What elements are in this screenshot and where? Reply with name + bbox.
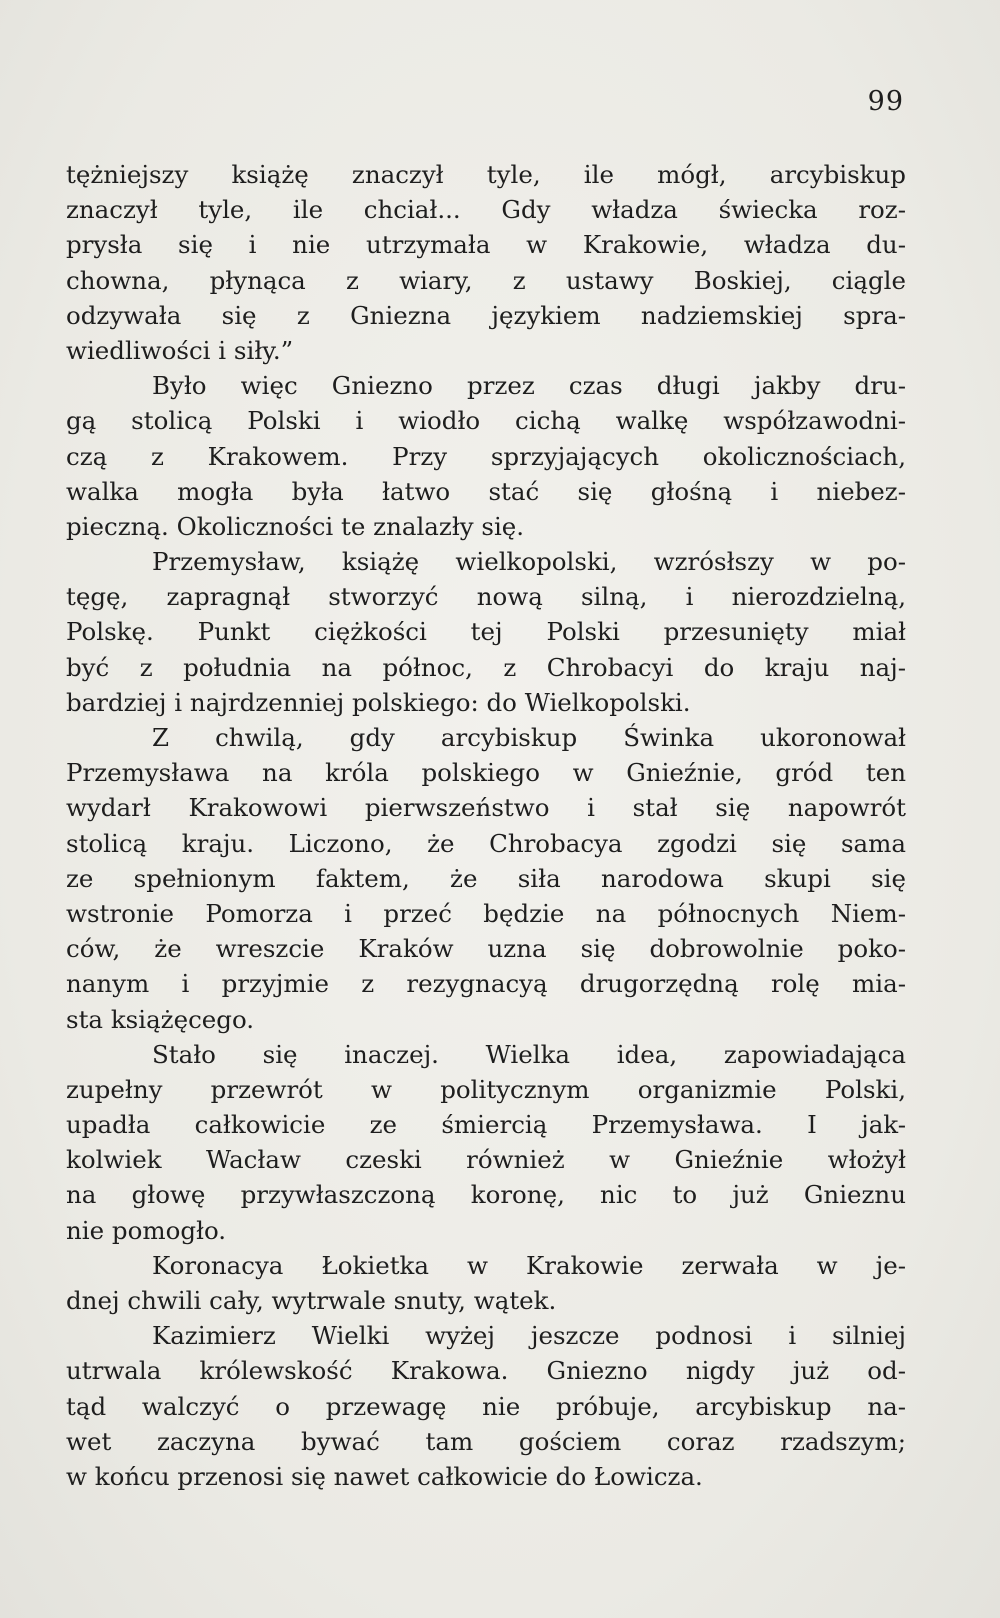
text-line: Było więc Gniezno przez czas długi jakby dru- [152,371,906,401]
text-line: na głowę przywłaszczoną koronę, nic to już Gnieznu [66,1180,906,1210]
text-line: wydarł Krakowowi pierwszeństwo i stał się napowrót [66,793,906,823]
text-line: gą stolicą Polski i wiodło cichą walkę współzawodni- [66,406,906,436]
text-line: dnej chwili cały, wytrwale snuty, wątek. [66,1286,557,1315]
text-line: znaczył tyle, ile chciał... Gdy władza świecka roz- [66,195,906,225]
text-line: walka mogła była łatwo stać się głośną i niebez- [66,476,906,506]
text-line: nanym i przyjmie z rezygnacyą drugorzędną rolę mia- [66,969,906,999]
text-line: Przemysława na króla polskiego w Gnieźnie, gród ten [66,758,906,788]
text-line: Koronacya Łokietka w Krakowie zerwała w je- [152,1250,906,1280]
text-line: wet zaczyna bywać tam gościem coraz rzadszym; [66,1426,906,1456]
text-line: kolwiek Wacław czeski również w Gnieźnie włożył [66,1145,906,1175]
text-line: chowna, płynąca z wiary, z ustawy Boskiej, ciągle [66,265,906,295]
text-line: Kazimierz Wielki wyżej jeszcze podnosi i silniej [152,1321,906,1351]
text-line: wstronie Pomorza i przeć będzie na północnych Niem- [66,898,906,928]
text-line: być z południa na północ, z Chrobacyi do kraju naj- [66,652,906,682]
text-line: w końcu przenosi się nawet całkowicie do Łowicza. [66,1461,703,1491]
text-line: wiedliwości i siły.” [66,335,294,365]
text-line: tąd walczyć o przewagę nie próbuje, arcybiskup na- [66,1391,906,1421]
text-line: prysła się i nie utrzymała w Krakowie, władza du- [66,230,906,260]
text-line: Przemysław, książę wielkopolski, wzrósłszy w po- [152,547,906,577]
text-line: pieczną. Okoliczności te znalazły się. [66,511,525,541]
text-line: bardziej i najrdzenniej polskiego: do Wielkopolski. [66,687,691,717]
text-line: sta książęcego. [66,1004,255,1034]
text-line: ców, że wreszcie Kraków uzna się dobrowolnie poko- [66,934,906,964]
text-line: odzywała się z Gniezna językiem nadziemskiej spra- [66,300,906,330]
text-line: zupełny przewrót w politycznym organizmie Polski, [66,1074,906,1104]
text-line: Polskę. Punkt ciężkości tej Polski przesunięty miał [66,617,906,647]
text-line: czą z Krakowem. Przy sprzyjających okolicznościach, [66,441,906,471]
body-text [66,157,906,1494]
text-line: Stało się inaczej. Wielka idea, zapowiadająca [152,1039,906,1069]
text-line: Z chwilą, gdy arcybiskup Świnka ukoronował [152,723,906,752]
text-line: utrwala królewskość Krakowa. Gniezno nigdy już od- [66,1356,906,1386]
page-number: 99 [867,86,904,117]
text-line: tęgę, zapragnął stworzyć nową silną, i nierozdzielną, [66,582,906,612]
text-line: tężniejszy książę znaczył tyle, ile mógł, arcybiskup [66,160,906,189]
text-line: upadła całkowicie ze śmiercią Przemysława. I jak- [66,1110,906,1140]
text-line: ze spełnionym faktem, że siła narodowa skupi się [66,863,906,893]
text-line: nie pomogło. [66,1215,227,1245]
text-line: stolicą kraju. Liczono, że Chrobacya zgodzi się sama [66,828,906,858]
